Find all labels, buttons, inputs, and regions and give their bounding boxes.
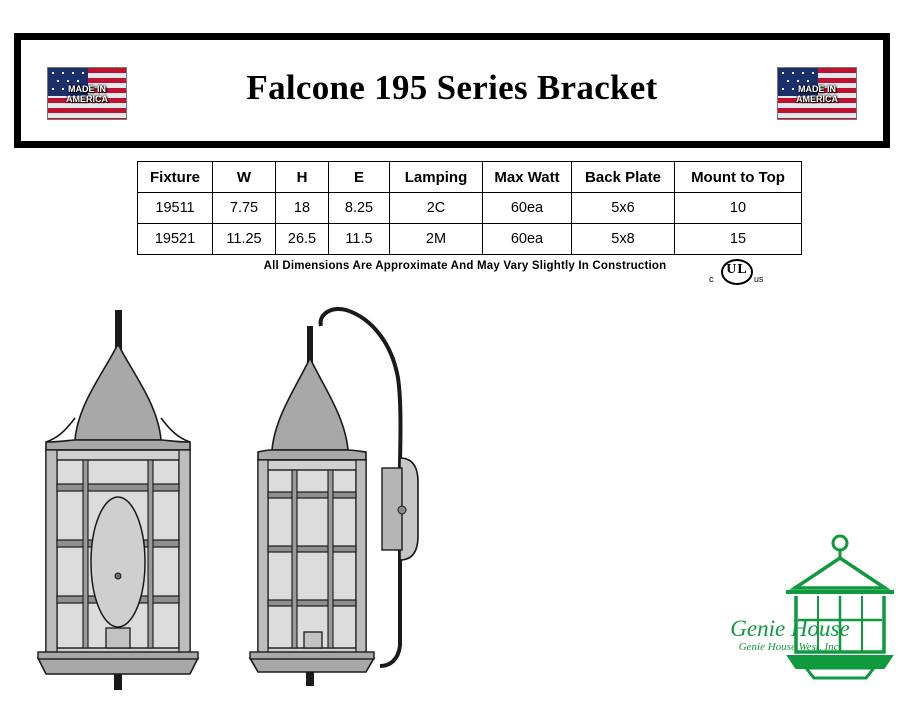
cell-lamping: 2C: [390, 193, 483, 224]
cell-h: 26.5: [276, 224, 329, 255]
column-header-max-watt: Max Watt: [483, 162, 572, 193]
cell-w: 11.25: [213, 224, 276, 255]
cell-max-watt: 60ea: [483, 224, 572, 255]
table-row: [138, 224, 802, 255]
cell-w: 7.75: [213, 193, 276, 224]
table-row: [138, 193, 802, 224]
cell-e: 8.25: [329, 193, 390, 224]
flag-label-line1: MADE IN: [68, 83, 106, 94]
cell-back-plate: 5x6: [572, 193, 675, 224]
cell-h: 18: [276, 193, 329, 224]
column-header-lamping: Lamping: [390, 162, 483, 193]
flag-label-line2: AMERICA: [796, 93, 838, 104]
table-header-row: [138, 162, 802, 193]
column-header-w: W: [213, 162, 276, 193]
made-in-america-flag-icon-right: [777, 67, 857, 120]
page-title: Falcone 195 Series Bracket: [246, 68, 658, 107]
cell-mount-to-top: 10: [675, 193, 802, 224]
flag-label-line1: MADE IN: [798, 83, 836, 94]
front-elevation-lantern: [38, 310, 198, 690]
ul-suffix-us: us: [754, 274, 764, 284]
ul-prefix-c: c: [709, 274, 714, 284]
cell-back-plate: 5x8: [572, 224, 675, 255]
cell-mount-to-top: 15: [675, 224, 802, 255]
ul-letters: UL: [726, 262, 748, 277]
logo-brand-subtitle: Genie House West, Inc.: [738, 641, 842, 653]
cell-max-watt: 60ea: [483, 193, 572, 224]
flag-label-line2: AMERICA: [66, 93, 108, 104]
side-elevation-lantern-with-bracket: [250, 309, 418, 686]
cell-e: 11.5: [329, 224, 390, 255]
cell-fixture: 19521: [138, 224, 213, 255]
logo-brand-name: Genie House: [730, 616, 850, 641]
column-header-mount-to-top: Mount to Top: [675, 162, 802, 193]
specification-table: [137, 161, 802, 255]
flag-label-right: [778, 84, 856, 104]
column-header-h: H: [276, 162, 329, 193]
genie-house-logo: [690, 530, 890, 660]
column-header-e: E: [329, 162, 390, 193]
column-header-fixture: Fixture: [138, 162, 213, 193]
cell-lamping: 2M: [390, 224, 483, 255]
title-banner: [14, 33, 890, 148]
dimensions-disclaimer: All Dimensions Are Approximate And May Vary Slightly In Construction: [263, 260, 667, 272]
ul-listed-icon: [707, 259, 769, 289]
cell-fixture: 19511: [138, 193, 213, 224]
column-header-back-plate: Back Plate: [572, 162, 675, 193]
